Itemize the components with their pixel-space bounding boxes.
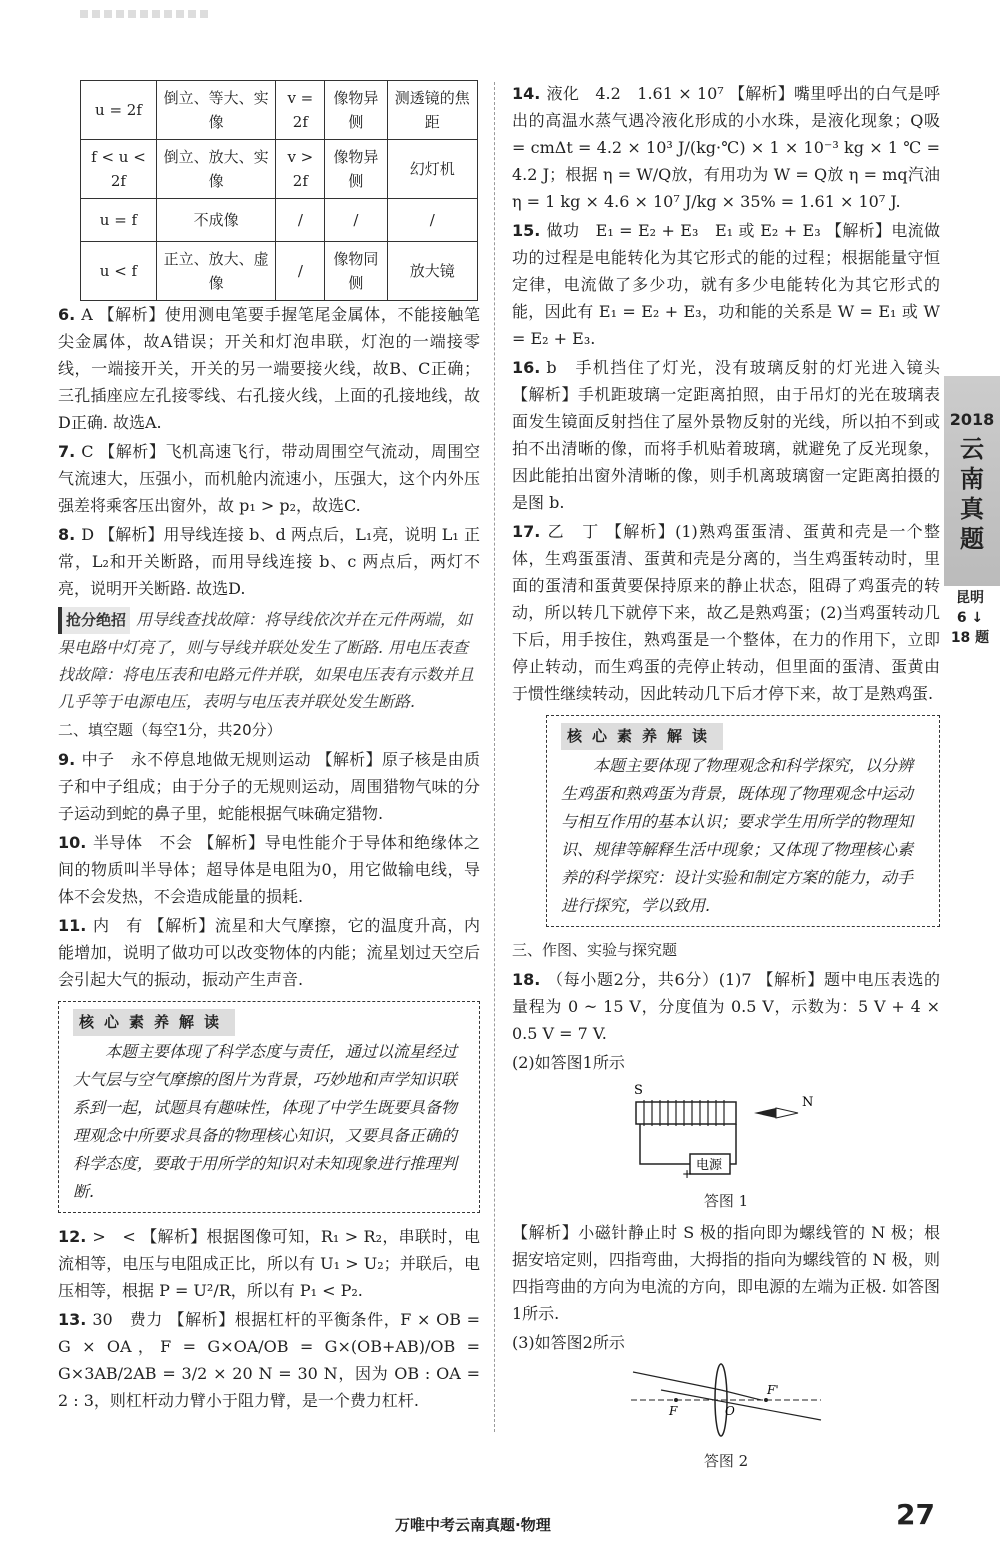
table-cell: 正立、放大、虚像	[156, 242, 276, 301]
figure-1-caption: 答图 1	[703, 1192, 749, 1210]
solenoid-core	[636, 1102, 736, 1124]
coil-turns	[644, 1100, 724, 1126]
side-tab-year: 2018	[949, 410, 995, 429]
question-18-part3: (3)如答图2所示	[512, 1333, 625, 1352]
table-cell: v = 2f	[276, 81, 325, 140]
compass-needle-light	[776, 1108, 798, 1118]
section-heading-experiment: 三、作图、实验与探究题	[512, 941, 678, 959]
question-18-analysis: 【解析】小磁针静止时 S 极的指向即为螺线管的 N 极；根据安培定则，四指弯曲，大拇指的指向为螺线管的 N 极，则四指弯曲的方向为电流的方向，即电源的左端为正极. 如答图1所示.	[512, 1223, 940, 1323]
box-heading: 核心素养解读	[561, 723, 723, 750]
table-cell: 像物同侧	[325, 242, 387, 301]
question-8: 8. D 【解析】用导线连接 b、d 两点后，L₁亮，说明 L₁ 正常，L₂和开关断路，而用导线连接 b、c 两点后，两灯不亮，说明开关断路. 故选D.	[58, 525, 480, 598]
table-cell: /	[276, 242, 325, 301]
question-17: 17. 乙 丁 【解析】(1)熟鸡蛋蛋清、蛋黄和壳是一个整体，生鸡蛋蛋清、蛋黄和壳是分离的，当生鸡蛋转动时，里面的蛋清和蛋黄要保持原来的静止状态，阻碍了鸡蛋壳的转动，所以转几下就停下来，故乙是熟鸡蛋；(2)当鸡蛋转动几下后，用手按住，熟鸡蛋是一个整体，在力的作用下，立即停止转动，而生鸡蛋的壳停止转动，但里面的蛋清、蛋黄由于惯性继续转动，因此转动几下后才停下来，故丁是熟鸡蛋.	[512, 522, 940, 703]
question-15: 15. 做功 E₁ = E₂ + E₃ E₁ 或 E₂ + E₃ 【解析】电流做功的过程是电能转化为其它形式的能的过程；根据能量守恒定律，电流做了多少功，就有多少电能转化为其它形式的能，因此有 E₁ = E₂ + E₃，功和能的关系是 W = E₁ 或 W = E₂ + E₃.	[512, 221, 940, 348]
figure-2-lens	[512, 1360, 940, 1475]
question-11: 11. 内 有 【解析】流星和大气摩擦，它的温度升高，内能增加，说明了做功可以改变物体的内能；流星划过天空后会引起大气的振动，振动产生声音.	[58, 916, 480, 989]
question-9: 9. 中子 永不停息地做无规则运动 【解析】原子核是由质子和中子组成；由于分子的无规则运动，周围猎物气味的分子运动到蛇的鼻子里，蛇能根据气味确定猎物.	[58, 750, 480, 823]
header-decoration	[80, 10, 210, 18]
box-text: 本题主要体现了科学态度与责任，通过以流星经过大气层与空气摩擦的图片为背景，巧妙地和声学知识联系到一起，试题具有趣味性，体现了中学生既要具备物理观念中所要求具备的物理核心知识，又要具备正确的科学态度，要敢于用所学的知识对未知现象进行推理判断.	[73, 1042, 458, 1201]
table-cell: /	[387, 199, 477, 242]
table-cell: 倒立、等大、实像	[156, 81, 276, 140]
figure-1-solenoid	[512, 1080, 940, 1215]
footer-title: 万唯中考云南真题·物理	[395, 1516, 551, 1534]
question-12: 12. > < 【解析】根据图像可知，R₁ > R₂，串联时，电流相等，电压与电阻成正比，所以有 U₁ > U₂；并联后，电压相等，根据 P = U²/R，所以有 P₁ < P₂.	[58, 1227, 480, 1300]
s-pole-label: S	[634, 1083, 643, 1098]
box-text: 本题主要体现了物理观念和科学探究，以分辨生鸡蛋和熟鸡蛋为背景，既体现了物理观念中运动与相互作用的基本认识；要求学生用所学的物理知识、规律等解释生活中现象；又体现了物理核心素养的科学探究：设计实验和制定方案的能力，动手进行探究，学以致用.	[561, 756, 914, 915]
side-tab-title: 云南真题	[960, 435, 984, 553]
table-cell: 像物异侧	[325, 81, 387, 140]
compass-needle-dark	[754, 1108, 776, 1118]
table-cell: f < u < 2f	[81, 140, 157, 199]
focus-label: F	[669, 1404, 678, 1418]
figure-2-caption: 答图 2	[703, 1452, 749, 1470]
table-cell: 不成像	[156, 199, 276, 242]
table-cell: 幻灯机	[387, 140, 477, 199]
focus-prime-label: F'	[767, 1383, 779, 1397]
table-cell: 放大镜	[387, 242, 477, 301]
positive-terminal-label: +	[682, 1167, 693, 1180]
core-literacy-box	[58, 1001, 480, 1213]
power-source-label: 电源	[696, 1158, 723, 1173]
table-cell: u < f	[81, 242, 157, 301]
table-cell: 测透镜的焦距	[387, 81, 477, 140]
core-literacy-box	[546, 715, 940, 927]
section-heading-fill-blank: 二、填空题（每空1分，共20分）	[58, 721, 282, 739]
column-divider	[494, 82, 495, 1432]
lens-imaging-table	[80, 80, 478, 301]
side-tab	[944, 376, 1000, 586]
scoring-tip: 抢分绝招 用导线查找故障：将导线依次并在元件两端，如果电路中灯亮了，则与导线并联处发生了断路. 用电压表查找故障：将电压表和电路元件并联，如果电压表有示数并且几乎等于电源电压，表明与电压表并联处发生断路.	[58, 606, 480, 715]
solenoid-circuit-diagram	[626, 1080, 826, 1180]
focus-right	[764, 1398, 768, 1402]
question-16: 16. b 手机挡住了灯光，没有玻璃反射的灯光进入镜头 【解析】手机距玻璃一定距离拍照，由于吊灯的光在玻璃表面发生镜面反射挡住了屋外景物反射的光线，所以拍不到或拍不出清晰的像，而将手机贴着玻璃，就避免了反光现象，因此能拍出窗外清晰的像，则手机离玻璃窗一定距离拍摄的是图 b.	[512, 358, 940, 512]
box-heading: 核心素养解读	[73, 1009, 235, 1036]
question-14: 14. 液化 4.2 1.61 × 10⁷ 【解析】嘴里呼出的白气是呼出的高温水蒸气遇冷液化形成的小水珠，是液化现象；Q吸 = cmΔt = 4.2 × 10³ J/(kg·℃) × 1 × 10⁻³ kg × 1 ℃ = 4.2 J；根据 η = W/Q放，有用功为 W = Q放 η = mq汽油 η = 1 kg × 4.6 × 10⁷ J/kg × 35% = 1.61 × 10⁷ J.	[512, 84, 940, 211]
focus-left	[674, 1398, 678, 1402]
tip-heading: 抢分绝招	[58, 607, 130, 634]
question-6: 6. A 【解析】使用测电笔要手握笔尾金属体，不能接触笔尖金属体，故A错误；开关和灯泡串联，灯泡的一端接零线，一端接开关，开关的另一端要接火线，故B、C正确；三孔插座应左孔接零线、右孔接火线，上面的孔接地线，故D正确. 故选A.	[58, 305, 480, 432]
table-cell: 像物异侧	[325, 140, 387, 199]
n-pole-label: N	[802, 1095, 814, 1110]
table-cell: u = 2f	[81, 81, 157, 140]
convex-lens-ray-diagram	[621, 1360, 831, 1440]
question-7: 7. C 【解析】飞机高速飞行，带动周围空气流动，周围空气流速大，压强小，而机舱内流速小，压强大，这个内外压强差将乘客压出窗外，故 p₁ > p₂，故选C.	[58, 442, 480, 515]
table-cell: /	[276, 199, 325, 242]
question-10: 10. 半导体 不会 【解析】导电性能介于导体和绝缘体之间的物质叫半导体；超导体是电阻为0，用它做输电线，导体不会发热，不会造成能量的损耗.	[58, 833, 480, 906]
optical-center-label: O	[725, 1404, 735, 1418]
table-cell: /	[325, 199, 387, 242]
question-13: 13. 30 费力 【解析】根据杠杆的平衡条件，F × OB = G × OA，F = G×OA/OB = G×(OB+AB)/OB = G×3AB/2AB = 3/2 × 20 N = 30 N，因为 OB : OA = 2 : 3，则杠杆动力臂小于阻力臂，是一个费力杠杆.	[58, 1310, 480, 1410]
page-number: 27	[896, 1498, 935, 1531]
table-cell: 倒立、放大、实像	[156, 140, 276, 199]
side-tab-note: 昆明 6 ↓ 18 题	[950, 590, 990, 646]
right-column	[512, 80, 940, 1479]
question-18: 18. （每小题2分，共6分）(1)7 【解析】题中电压表选的量程为 0 ~ 15 V，分度值为 0.5 V，示数为：5 V + 4 × 0.5 V = 7 V.	[512, 970, 940, 1043]
incident-ray	[633, 1372, 721, 1390]
question-18-part2: (2)如答图1所示	[512, 1053, 625, 1072]
table-cell: u = f	[81, 199, 157, 242]
left-column	[58, 80, 480, 1416]
table-cell: v > 2f	[276, 140, 325, 199]
